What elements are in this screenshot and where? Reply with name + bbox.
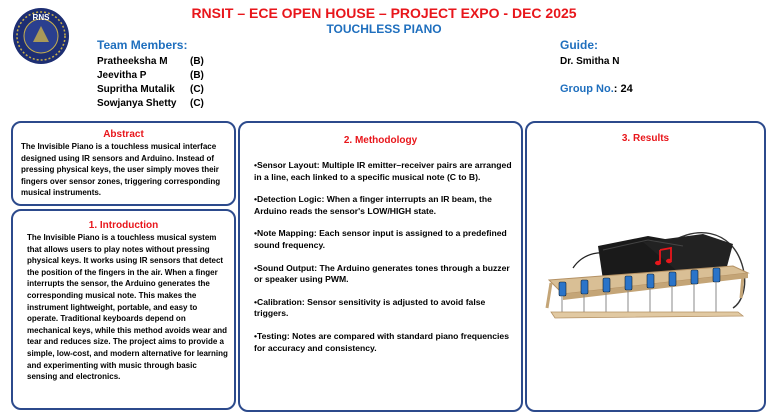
abstract-panel	[11, 121, 236, 206]
results-heading: 3. Results	[621, 133, 670, 144]
project-title: TOUCHLESS PIANO	[326, 22, 442, 36]
team-member	[97, 56, 247, 67]
member-name: Pratheeksha M	[97, 56, 168, 67]
methodology-heading: 2. Methodology	[343, 135, 418, 146]
member-section: (B)	[190, 70, 204, 81]
member-name: Supritha Mutalik	[97, 84, 175, 95]
methodology-point: •Calibration: Sensor sensitivity is adjusted to avoid false triggers.	[254, 296, 486, 319]
group-number	[560, 83, 633, 95]
guide-name: Dr. Smitha N	[560, 56, 620, 67]
member-section: (B)	[190, 56, 204, 67]
abstract-heading: Abstract	[103, 129, 144, 140]
team-member	[97, 84, 247, 95]
guide-heading: Guide:	[560, 38, 598, 52]
methodology-point: •Testing: Notes are compared with standard piano frequencies for accuracy and consistency.	[254, 330, 509, 353]
methodology-panel	[238, 121, 523, 412]
member-name: Jeevitha P	[97, 70, 147, 81]
group-value: : 24	[613, 83, 633, 95]
logo-text: RNS	[32, 13, 50, 22]
member-section: (C)	[190, 98, 204, 109]
team-member	[97, 70, 247, 81]
introduction-panel	[11, 209, 236, 410]
poster-title: RNSIT – ECE OPEN HOUSE – PROJECT EXPO - DEC 2025	[191, 5, 577, 21]
member-section: (C)	[190, 84, 204, 95]
group-label: Group No.	[560, 83, 614, 95]
team-heading: Team Members:	[97, 38, 188, 52]
results-panel	[525, 121, 766, 412]
methodology-point: •Detection Logic: When a finger interrupts an IR beam, the Arduino reads the sensor's LOW/HIGH state.	[254, 194, 492, 216]
methodology-point: •Note Mapping: Each sensor input is assigned to a predefined sound frequency.	[254, 228, 507, 250]
member-name: Sowjanya Shetty	[97, 98, 177, 109]
introduction-text: The Invisible Piano is a touchless musical system that allows users to play notes without pressing physical keys. It works using IR sensors that detect the position of the fingers in the air. When a finger interrupts the sensor, the Arduino generates the corresponding musical note. This makes the instrument lightweight, portable, and easy to operate. Traditional keyboards depend on mechanical keys, while this method avoids wear and tear and reduces size. The project aims to provide a simple, low-cost, and modern alternative for learning and experimenting with music through basic sensing and electronics.	[27, 233, 228, 382]
introduction-heading: 1. Introduction	[88, 220, 159, 231]
abstract-text: The Invisible Piano is a touchless musical interface designed using IR sensors and Arduino. Instead of pressing physical keys, the user simply moves their fingers over sensor zones, triggering corresponding musical instruments.	[21, 142, 221, 198]
methodology-point: •Sensor Layout: Multiple IR emitter–receiver pairs are arranged in a line, each linked to a specific musical note (C to B).	[254, 160, 512, 182]
team-member	[97, 98, 247, 109]
methodology-point: •Sound Output: The Arduino generates tones through a buzzer or speaker using PWM.	[254, 262, 510, 285]
piano-prototype-photo	[543, 228, 753, 328]
